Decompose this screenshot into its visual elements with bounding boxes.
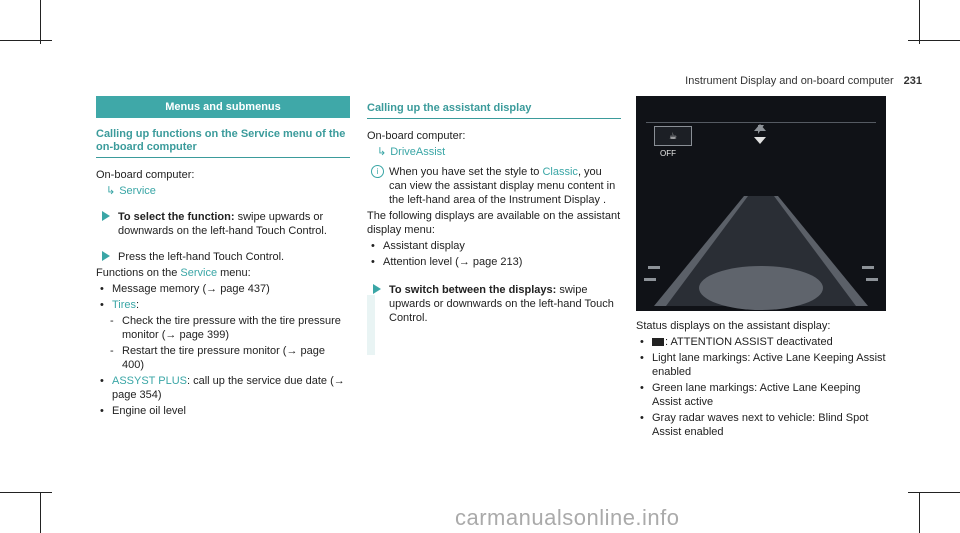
list-item-text: Engine oil level (112, 405, 186, 417)
step-arrow-icon (102, 251, 110, 261)
crop-mark (0, 492, 52, 493)
crop-mark (908, 40, 960, 41)
section-title: Calling up functions on the Service menu of the on-board computer (96, 128, 350, 158)
list-item: • Message memory (→ page 437) (100, 283, 270, 295)
page-number: 231 (903, 75, 922, 87)
section-title: Calling up the assistant display (367, 102, 621, 119)
page-header (685, 75, 922, 87)
step-label: To switch between the displays: (389, 284, 557, 296)
instruction-step (367, 283, 621, 325)
instruction-step (96, 250, 350, 264)
list-item-text: Gray radar waves next to vehicle: Blind Spot Assist enabled (652, 412, 869, 438)
crop-mark (0, 40, 52, 41)
watermark: carmanualsonline.info (455, 505, 680, 530)
list-item-text: Attention level (→ page 213) (383, 256, 523, 268)
list-item-text: Light lane markings: Active Lane Keeping Assist enabled (652, 352, 886, 378)
classic-link[interactable]: Classic (542, 166, 578, 178)
step-arrow-icon (102, 211, 110, 221)
list-item-text: : call up the service due date (→ page 354) (112, 375, 345, 401)
note-text-suffix: , you can view the assistant display menu content in the left-hand area of the Instrument Display . (389, 166, 616, 206)
step-text: swipe upwards or downwards on the left-hand Touch Control. (118, 211, 327, 237)
list-item-suffix: : (136, 299, 140, 311)
intro-text: On-board computer: (367, 130, 466, 142)
radar-wave (648, 266, 660, 269)
menu-link-service[interactable]: Service (119, 185, 156, 197)
info-note (367, 165, 621, 207)
intro-text: On-board computer: (96, 169, 195, 181)
note-text: When you have set the style to (389, 166, 543, 178)
column-left (96, 96, 350, 418)
list-item: • : ATTENTION ASSIST deactivated (640, 336, 833, 348)
radar-wave (862, 266, 874, 269)
off-label: OFF (660, 149, 676, 158)
return-arrow-icon: ↳ (377, 146, 387, 158)
list-item: • ASSYST PLUS: call up the service due date (→ page 354) (100, 375, 345, 401)
column-middle (367, 96, 621, 325)
step-text: Press the left-hand Touch Control. (118, 251, 285, 263)
off-cup-icon (652, 338, 664, 346)
radar-wave (644, 278, 656, 281)
step-text: swipe upwards or downwards on the left-hand Touch Control. (389, 284, 614, 324)
section-bar-title: Menus and submenus (96, 96, 350, 118)
instruction-step (96, 210, 350, 238)
list-item: • Assistant display (371, 240, 465, 252)
menu-path (106, 184, 350, 198)
list-item: • Tires: (100, 299, 140, 311)
vehicle-shape (699, 266, 823, 310)
menu-link-driveassist[interactable]: DriveAssist (390, 146, 446, 158)
list-item: • Attention level (→ page 213) (371, 256, 523, 268)
assistant-display-image (636, 96, 886, 311)
return-arrow-icon: ↳ (106, 185, 116, 197)
crop-mark (919, 0, 920, 44)
list-item: • Gray radar waves next to vehicle: Blind Spot Assist enabled (640, 412, 869, 438)
up-arrow-icon (754, 124, 766, 131)
functions-suffix: menu: (217, 267, 251, 279)
crop-mark (40, 492, 41, 533)
assyst-plus-link[interactable]: ASSYST PLUS (112, 375, 187, 387)
sub-list-item-text: Restart the tire pressure monitor (→ page 400) (122, 345, 325, 371)
step-arrow-icon (373, 284, 381, 294)
following-text: The following displays are available on the assistant display menu: (367, 210, 621, 236)
list-item-text: Assistant display (383, 240, 465, 252)
list-item-text: : ATTENTION ASSIST deactivated (665, 336, 833, 348)
crop-mark (919, 492, 920, 533)
list-item: • Light lane markings: Active Lane Keeping Assist enabled (640, 352, 886, 378)
step-label: To select the function: (118, 211, 235, 223)
road-graphic (636, 96, 886, 311)
functions-text (96, 266, 350, 280)
info-icon: i (371, 165, 384, 178)
sub-list-item: - Restart the tire pressure monitor (→ page 400) (110, 345, 325, 371)
caption: Status displays on the assistant display: (636, 320, 831, 332)
tires-link[interactable]: Tires (112, 299, 137, 311)
attention-assist-cup-icon: ☕ (654, 126, 692, 146)
crop-mark (40, 0, 41, 44)
list-item: • Green lane markings: Active Lane Keeping Assist active (640, 382, 861, 408)
menu-path (377, 145, 621, 159)
service-link[interactable]: Service (180, 267, 218, 279)
column-right (636, 96, 886, 439)
crop-mark (908, 492, 960, 493)
list-item-text: Green lane markings: Active Lane Keeping Assist active (652, 382, 861, 408)
list-item-text: Message memory (→ page 437) (112, 283, 270, 295)
list-item: • Engine oil level (100, 405, 186, 417)
header-title: Instrument Display and on-board computer (685, 75, 894, 87)
sub-list-item: - Check the tire pressure with the tire pressure monitor (→ page 399) (110, 315, 341, 341)
functions-prefix: Functions on the (96, 267, 181, 279)
radar-wave (866, 278, 878, 281)
sub-list-item-text: Check the tire pressure with the tire pressure monitor (→ page 399) (122, 315, 341, 341)
down-arrow-icon (754, 137, 766, 144)
